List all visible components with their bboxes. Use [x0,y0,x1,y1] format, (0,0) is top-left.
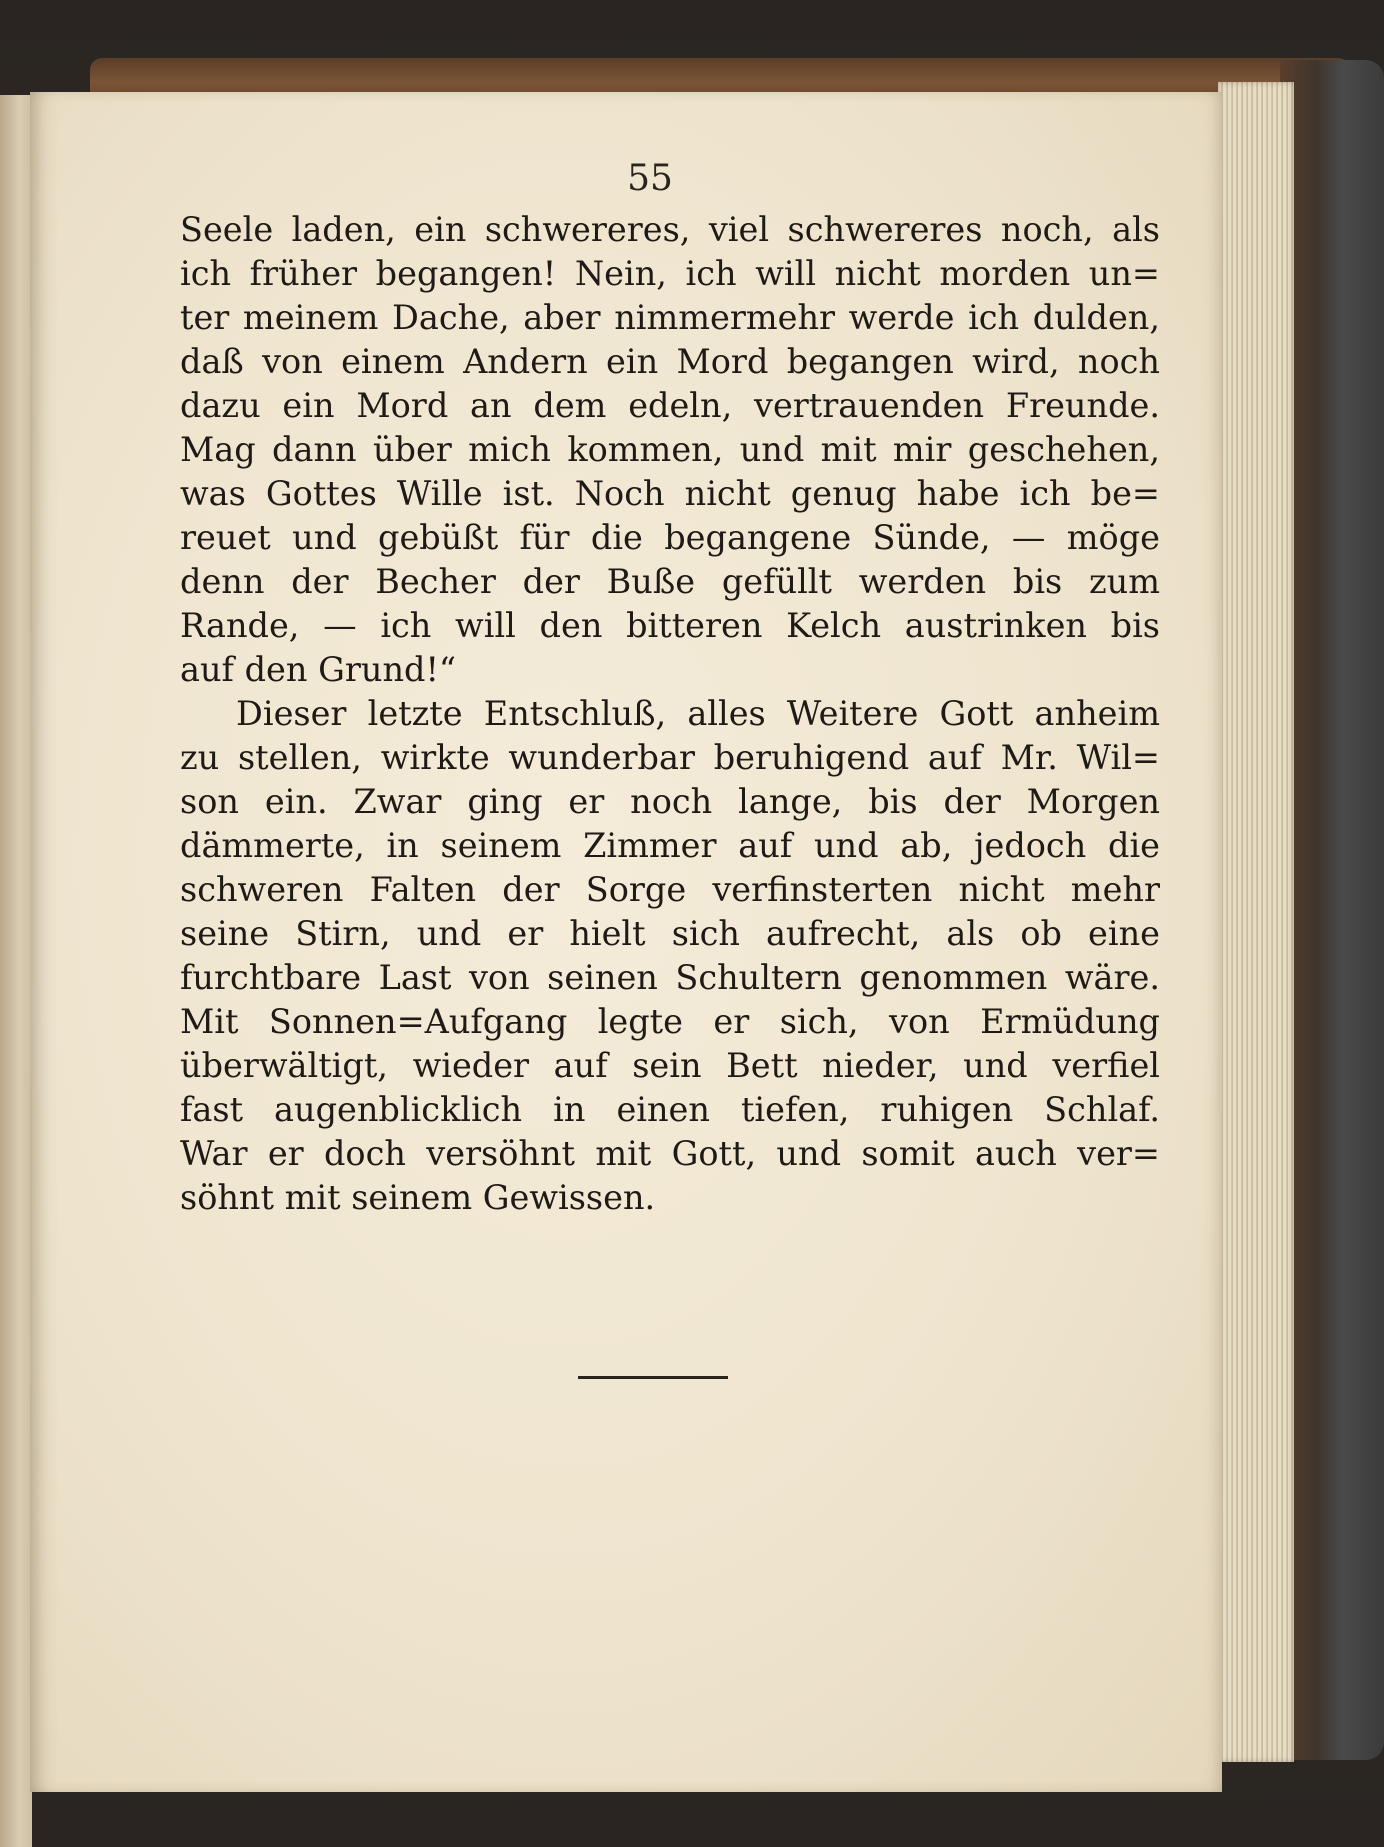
text-line: ich früher begangen! Nein, ich will nicht morden un= [180,254,1160,293]
text-line: War er doch versöhnt mit Gott, und somit auch ver= [180,1134,1160,1173]
text-line: Mag dann über mich kommen, und mit mir geschehen, [180,430,1160,469]
page-text [180,208,1160,1220]
text-line: son ein. Zwar ging er noch lange, bis der Morgen [180,782,1160,821]
text-line: zu stellen, wirkte wunderbar beruhigend auf Mr. Wil= [180,738,1160,777]
text-line: daß von einem Andern ein Mord begangen wird, noch [180,342,1160,381]
text-line: schweren Falten der Sorge verfinsterten nicht mehr [180,870,1160,909]
book-cover [1280,60,1384,1760]
section-divider [578,1376,728,1379]
text-line: denn der Becher der Buße gefüllt werden bis zum [180,562,1160,601]
text-line: Seele laden, ein schwereres, viel schwereres noch, als [180,210,1160,249]
text-line: dazu ein Mord an dem edeln, vertrauenden Freunde. [180,386,1160,425]
left-page-edge [0,95,32,1847]
text-line: furchtbare Last von seinen Schultern genommen wäre. [180,958,1160,997]
text-line: Dieser letzte Entschluß, alles Weitere Gott anheim [236,694,1160,733]
text-line: fast augenblicklich in einen tiefen, ruhigen Schlaf. [180,1090,1160,1129]
text-line: Rande, — ich will den bitteren Kelch austrinken bis [180,606,1160,645]
text-line: was Gottes Wille ist. Noch nicht genug habe ich be= [180,474,1160,513]
text-line: söhnt mit seinem Gewissen. [180,1178,656,1217]
text-line: Mit Sonnen=Aufgang legte er sich, von Ermüdung [180,1002,1160,1041]
text-line: reuet und gebüßt für die begangene Sünde, — möge [180,518,1160,557]
text-line: seine Stirn, und er hielt sich aufrecht, als ob eine [180,914,1160,953]
book-page [30,92,1222,1792]
page-number: 55 [627,158,673,199]
text-line: ter meinem Dache, aber nimmermehr werde ich dulden, [180,298,1160,337]
text-line: überwältigt, wieder auf sein Bett nieder, und verfiel [180,1046,1160,1085]
text-line: auf den Grund!“ [180,650,457,689]
page-stack-edges [1218,82,1294,1762]
text-line: dämmerte, in seinem Zimmer auf und ab, jedoch die [180,826,1160,865]
